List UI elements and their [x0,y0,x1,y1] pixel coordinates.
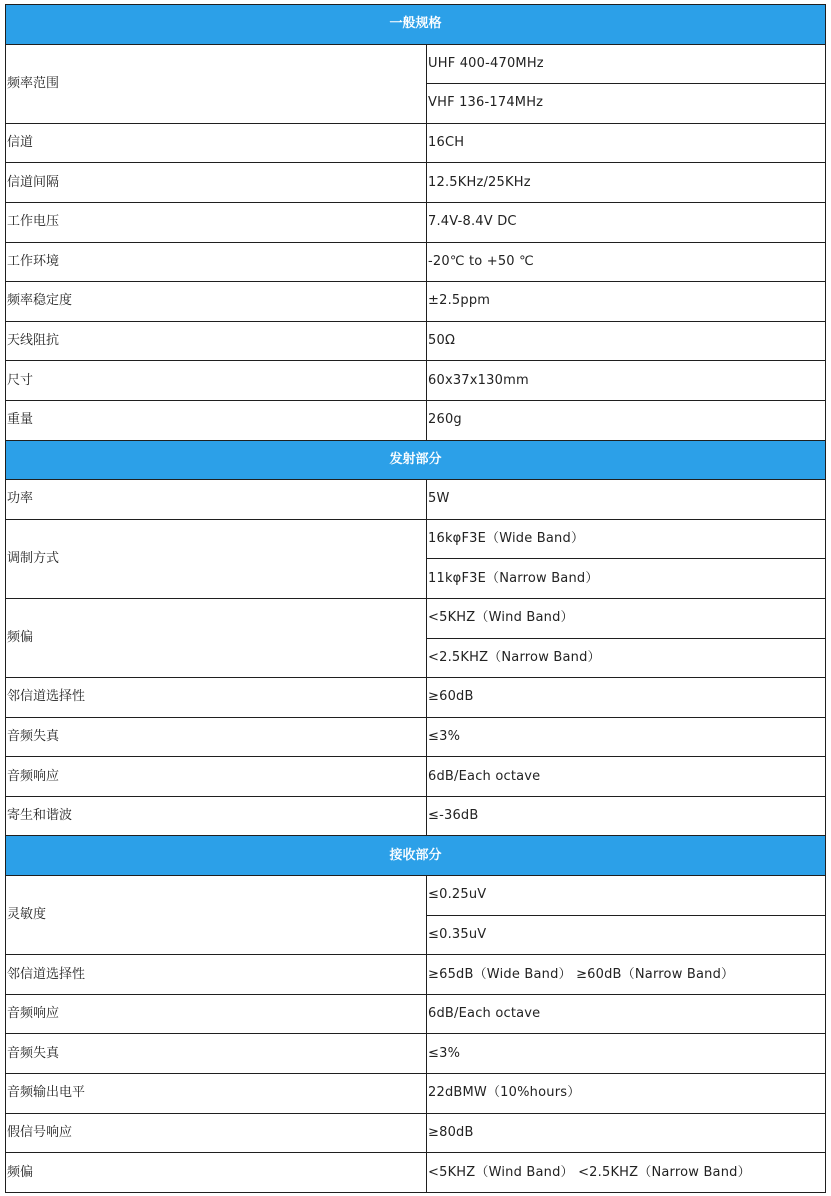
spec-label: 频率范围 [6,44,427,123]
spec-value: 50Ω [427,321,826,361]
spec-value: -20℃ to +50 ℃ [427,242,826,282]
spec-row [6,242,826,282]
spec-value: 7.4V-8.4V DC [427,202,826,242]
spec-value: <2.5KHZ（Narrow Band） [427,638,826,678]
section-title: 一般规格 [6,5,826,45]
spec-table [5,4,826,1193]
spec-label: 频偏 [6,598,427,677]
spec-value: <5KHZ（Wind Band） <2.5KHZ（Narrow Band） [427,1153,826,1193]
spec-label: 调制方式 [6,519,427,598]
spec-label: 信道间隔 [6,163,427,203]
spec-value: 5W [427,480,826,520]
spec-value: 11kφF3E（Narrow Band） [427,559,826,599]
spec-row [6,44,826,84]
section-header-row [6,836,826,876]
section-header-row [6,5,826,45]
spec-value: 60x37x130mm [427,361,826,401]
spec-row [6,876,826,916]
spec-label: 邻信道选择性 [6,678,427,718]
spec-row [6,361,826,401]
spec-label: 天线阻抗 [6,321,427,361]
spec-value: ≥60dB [427,678,826,718]
spec-value: <5KHZ（Wind Band） [427,598,826,638]
spec-row [6,598,826,638]
spec-label: 音频失真 [6,1034,427,1074]
spec-value: UHF 400-470MHz [427,44,826,84]
section-title: 接收部分 [6,836,826,876]
spec-value: 260g [427,400,826,440]
spec-row [6,717,826,757]
spec-row [6,202,826,242]
spec-value: ≤0.25uV [427,876,826,916]
spec-label: 功率 [6,480,427,520]
spec-label: 寄生和谐波 [6,796,427,836]
spec-label: 信道 [6,123,427,163]
spec-value: 6dB/Each octave [427,994,826,1034]
spec-value: 16CH [427,123,826,163]
spec-label: 重量 [6,400,427,440]
section-title: 发射部分 [6,440,826,480]
spec-value: 16kφF3E（Wide Band） [427,519,826,559]
spec-row [6,955,826,995]
spec-label: 音频响应 [6,757,427,797]
spec-label: 音频失真 [6,717,427,757]
spec-label: 音频输出电平 [6,1074,427,1114]
spec-value: ±2.5ppm [427,282,826,322]
spec-row [6,400,826,440]
spec-label: 音频响应 [6,994,427,1034]
spec-label: 工作电压 [6,202,427,242]
spec-label: 尺寸 [6,361,427,401]
spec-row [6,321,826,361]
spec-label: 工作环境 [6,242,427,282]
spec-value: ≤3% [427,1034,826,1074]
spec-row [6,796,826,836]
spec-label: 频偏 [6,1153,427,1193]
spec-value: ≥65dB（Wide Band） ≥60dB（Narrow Band） [427,955,826,995]
spec-row [6,1074,826,1114]
spec-value: ≥80dB [427,1113,826,1153]
spec-row [6,480,826,520]
spec-label: 假信号响应 [6,1113,427,1153]
spec-value: ≤3% [427,717,826,757]
spec-value: ≤-36dB [427,796,826,836]
spec-row [6,123,826,163]
spec-label: 邻信道选择性 [6,955,427,995]
spec-value: 6dB/Each octave [427,757,826,797]
spec-row [6,1153,826,1193]
spec-row [6,757,826,797]
spec-label: 频率稳定度 [6,282,427,322]
spec-row [6,994,826,1034]
spec-value: VHF 136-174MHz [427,84,826,124]
spec-row [6,519,826,559]
spec-value: ≤0.35uV [427,915,826,955]
spec-row [6,163,826,203]
spec-value: 12.5KHz/25KHz [427,163,826,203]
spec-label: 灵敏度 [6,876,427,955]
section-header-row [6,440,826,480]
spec-row [6,282,826,322]
spec-table-body [6,5,826,1193]
spec-row [6,1034,826,1074]
spec-row [6,1113,826,1153]
spec-value: 22dBMW（10%hours） [427,1074,826,1114]
spec-row [6,678,826,718]
